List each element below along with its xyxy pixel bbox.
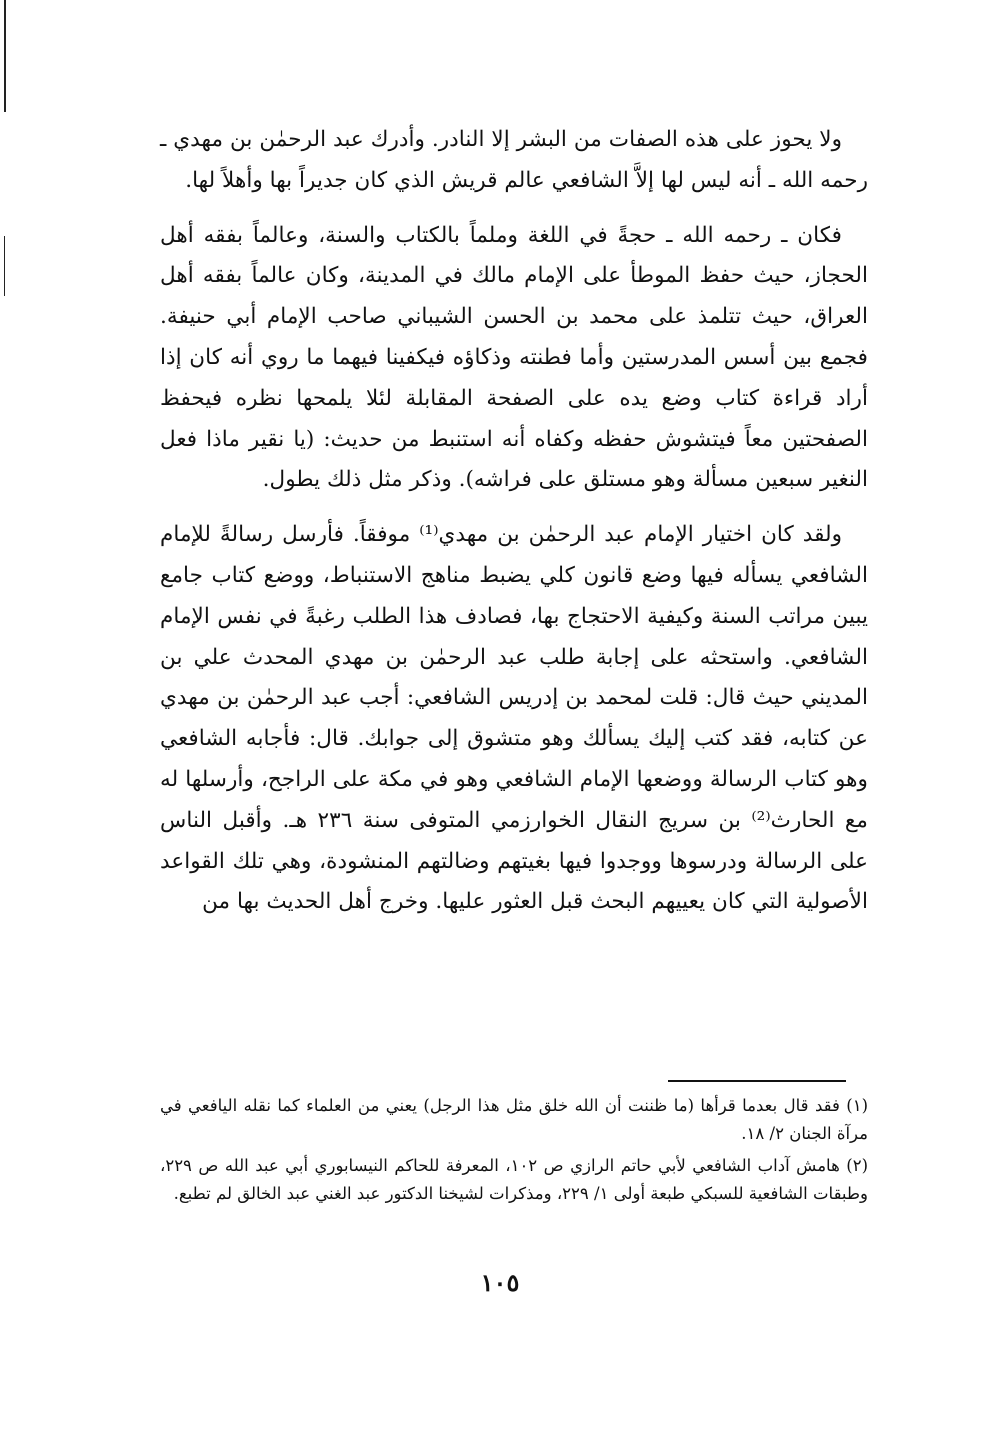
main-text [160,120,868,937]
scan-edge-mark [4,236,5,296]
scan-edge-mark [4,0,6,112]
paragraph [160,515,868,923]
paragraph-text: ولا يحوز على هذه الصفات من البشر إلا النادر. وأدرك عبد الرحمٰن بن مهدي ـ رحمه الله ـ أنه ليس لها إلاَّ الشافعي عالم قريش الذي كان جديراً بها وأهلاً لها. [160,127,868,193]
footnotes [160,1092,868,1212]
footnote-separator [668,1080,846,1082]
paragraph-text: ولقد كان اختيار الإمام عبد الرحمٰن بن مهدي⁽¹⁾ موفقاً. فأرسل رسالةً للإمام الشافعي يسأله فيها وضع قانون كلي يضبط مناهج الاستنباط، ووضع كتاب جامع يبين مراتب السنة وكيفية الاحتجاج بها، فصادف هذا الطلب رغبةً في نفس الإمام الشافعي. واستحثه على إجابة طلب عبد الرحمٰن بن مهدي المحدث علي بن المديني حيث قال: قلت لمحمد بن إدريس الشافعي: أجب عبد الرحمٰن بن مهدي عن كتابه، فقد كتب إليك يسألك وهو متشوق إلى جوابك. قال: فأجابه الشافعي وهو كتاب الرسالة ووضعها الإمام الشافعي وهو في مكة على الراجح، وأرسلها له مع الحارث⁽²⁾ بن سريج النقال الخوارزمي المتوفى سنة ٢٣٦ هـ. وأقبل الناس على الرسالة ودرسوها ووجدوا فيها بغيتهم وضالتهم المنشودة، وهي تلك القواعد الأصولية التي كان يعييهم البحث قبل العثور عليها. وخرج أهل الحديث بها من [160,522,868,915]
paragraph [160,216,868,502]
paragraph [160,120,868,202]
footnote: (٢) هامش آداب الشافعي لأبي حاتم الرازي ص ١٠٢، المعرفة للحاكم النيسابوري أبي عبد الله ص ٢٢٩، وطبقات الشافعية للسبكي طبعة أولى ١/ ٢٢٩، ومذكرات لشيخنا الدكتور عبد الغني عبد الخالق لم تطبع. [160,1156,868,1203]
paragraph-text: فكان ـ رحمه الله ـ حجةً في اللغة وملماً بالكتاب والسنة، وعالماً بفقه أهل الحجاز، حيث حفظ الموطأ على الإمام مالك في المدينة، وكان عالماً بفقه أهل العراق، حيث تتلمذ على محمد بن الحسن الشيباني صاحب الإمام أبي حنيفة. فجمع بين أسس المدرستين وأما فطنته وذكاؤه فيكفينا فيهما ما روي أنه كان إذا أراد قراءة كتاب وضع يده على الصفحة المقابلة لئلا يلمحها نظره فيحفظ الصفحتين معاً فيتشوش حفظه وكفاه أنه استنبط من حديث: (يا نقير ماذا فعل النغير سبعين مسألة وهو مستلق على فراشه). وذكر مثل ذلك يطول. [160,222,868,493]
page-number: ١٠٥ [480,1268,520,1297]
footnote: (١) فقد قال بعدما قرأها (ما ظننت أن الله خلق مثل هذا الرجل) يعني من العلماء كما نقله اليافعي في مرآة الجنان ٢/ ١٨. [160,1096,868,1143]
